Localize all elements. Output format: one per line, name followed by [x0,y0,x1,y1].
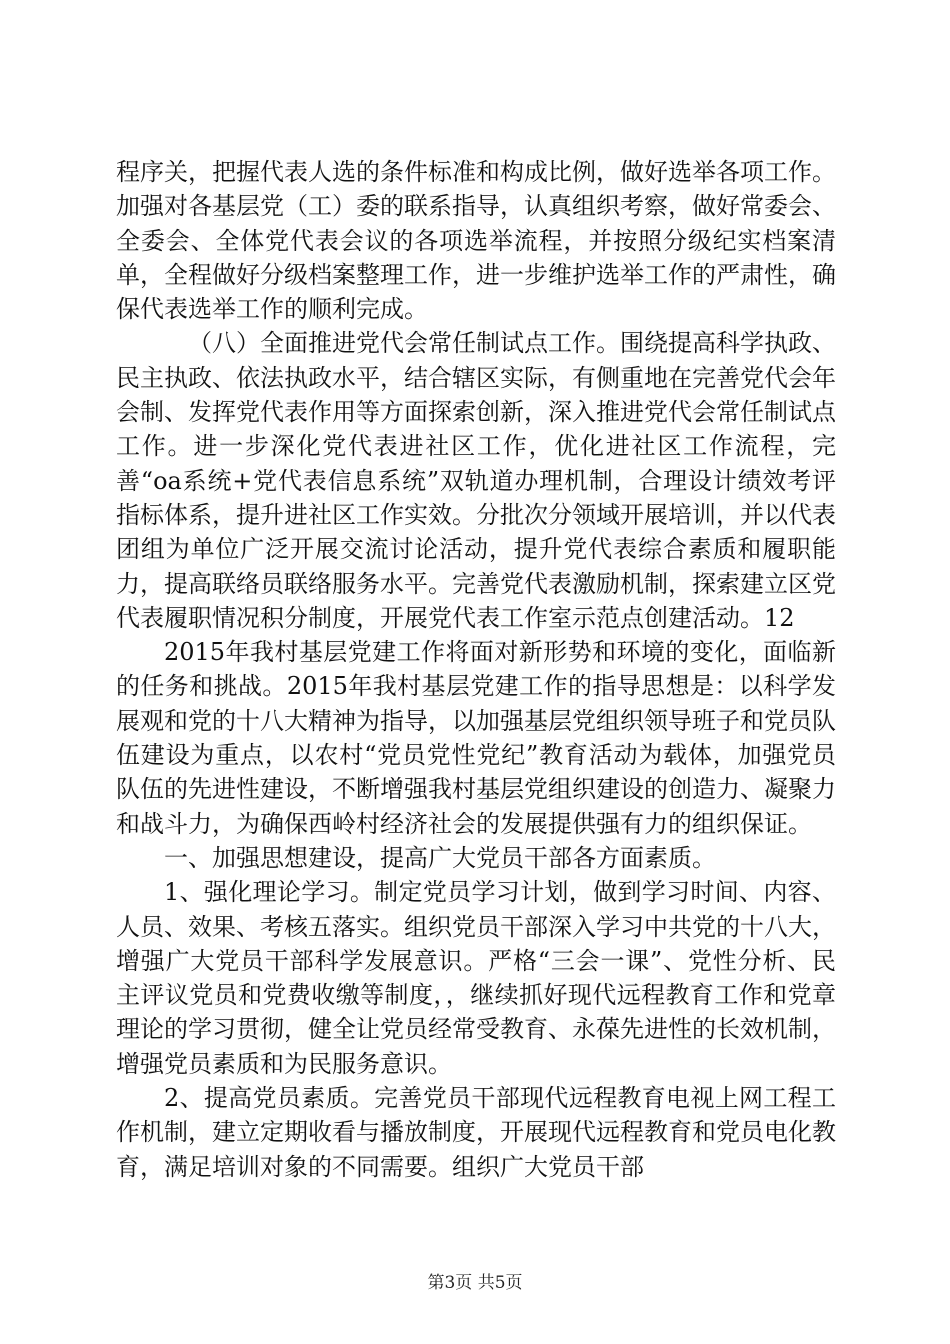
paragraph: 2015年我村基层党建工作将面对新形势和环境的变化，面临新的任务和挑战。2015年我村基层党建工作的指导思想是：以科学发展观和党的十八大精神为指导，以加强基层党组织领导班子和党员队伍建设为重点，以农村“党员党性党纪”教育活动为载体，加强党员队伍的先进性建设，不断增强我村基层党组织建设的创造力、凝聚力和战斗力，为确保西岭村经济社会的发展提供强有力的组织保证。 [116,638,836,838]
page-number-footer: 第3页 共5页 [427,1273,523,1293]
document-body [116,155,836,1184]
paragraph: 2、提高党员素质。完善党员干部现代远程教育电视上网工程工作机制，建立定期收看与播放制度，开展现代远程教育和党员电化教育，满足培训对象的不同需要。组织广大党员干部 [116,1084,836,1181]
paragraph: （八）全面推进党代会常任制试点工作。围绕提高科学执政、民主执政、依法执政水平，结合辖区实际，有侧重地在完善党代会年会制、发挥党代表作用等方面探索创新，深入推进党代会常任制试点工作。进一步深化党代表进社区工作，优化进社区工作流程，完善“oa系统+党代表信息系统”双轨道办理机制，合理设计绩效考评指标体系，提升进社区工作实效。分批次分领域开展培训，并以代表团组为单位广泛开展交流讨论活动，提升党代表综合素质和履职能力，提高联络员联络服务水平。完善党代表激励机制，探索建立区党代表履职情况积分制度，开展党代表工作室示范点创建活动。12 [116,329,836,632]
paragraph: 程序关，把握代表人选的条件标准和构成比例，做好选举各项工作。加强对各基层党（工）委的联系指导，认真组织考察，做好常委会、全委会、全体党代表会议的各项选举流程，并按照分级纪实档案清单，全程做好分级档案整理工作，进一步维护选举工作的严肃性，确保代表选举工作的顺利完成。 [116,158,836,324]
section-heading: 一、加强思想建设，提高广大党员干部各方面素质。 [164,843,716,872]
paragraph: 1、强化理论学习。制定党员学习计划，做到学习时间、内容、人员、效果、考核五落实。组织党员干部深入学习中共党的十八大，增强广大党员干部科学发展意识。严格“三会一课”、党性分析、民主评议党员和党费收缴等制度，，继续抓好现代远程教育工作和党章理论的学习贯彻，健全让党员经常受教育、永葆先进性的长效机制，增强党员素质和为民服务意识。 [116,878,836,1078]
